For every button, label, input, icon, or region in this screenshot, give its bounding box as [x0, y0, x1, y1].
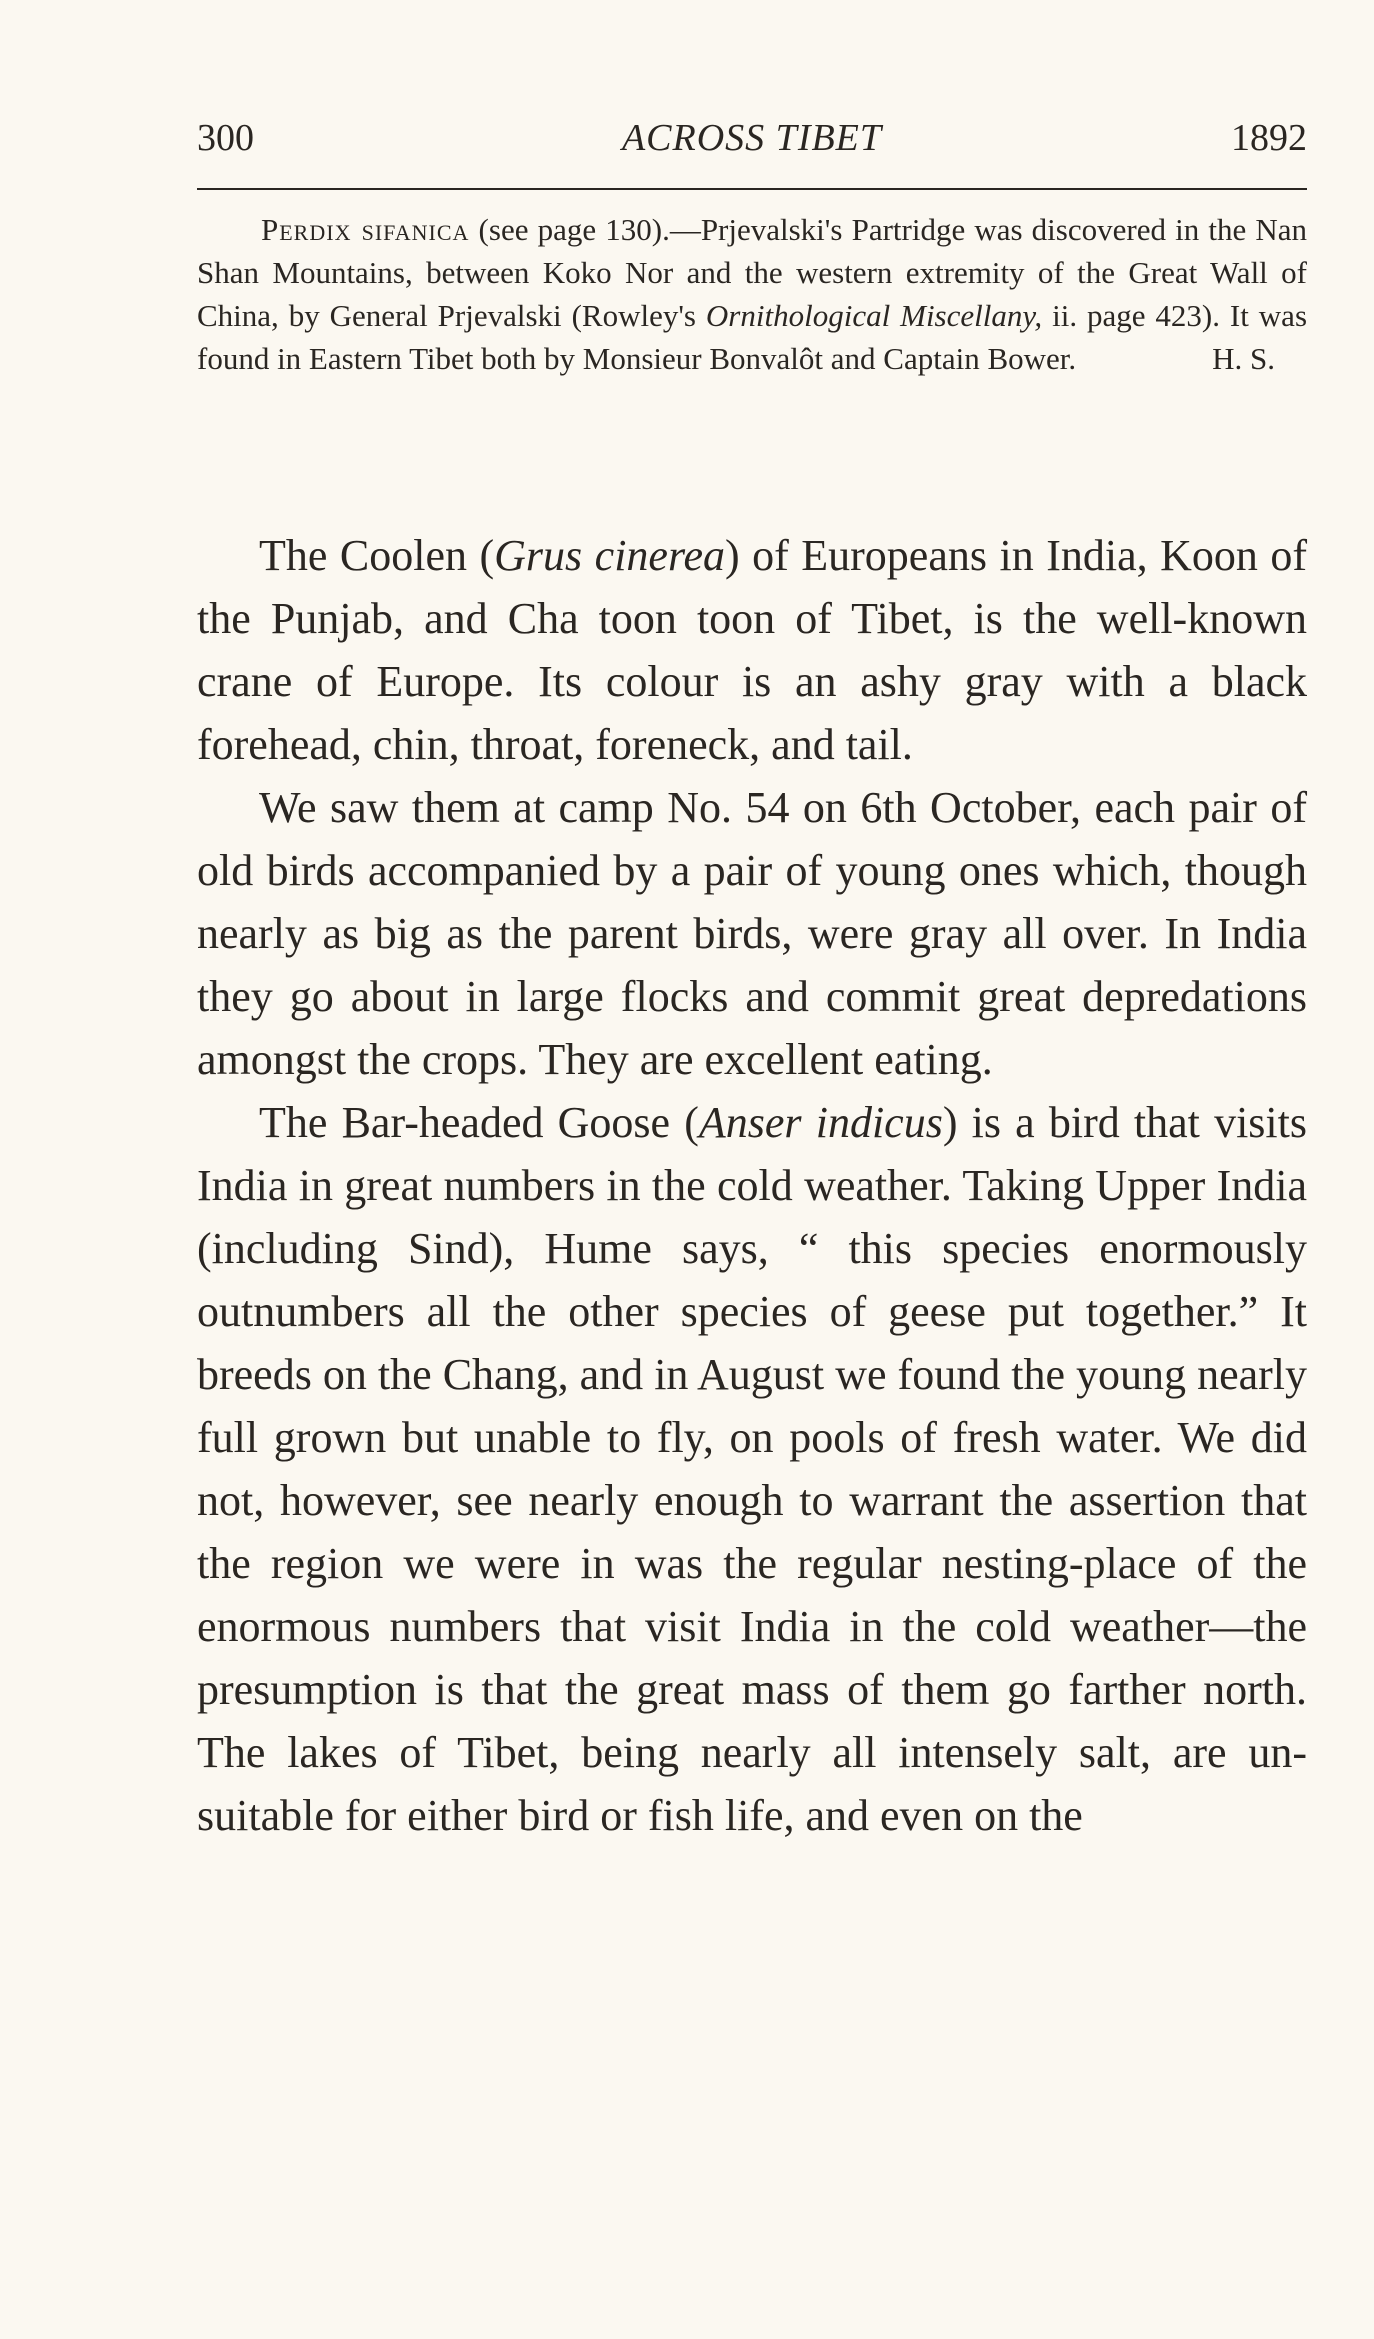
body-text	[197, 524, 1307, 1847]
paragraph-text: ) of Europeans in India, Koon of the Punjab, and Cha toon toon of Tibet, is the well-known crane of Europe. Its colour is an ashy gray with a black forehead, chin, throat, foreneck, and tail.	[197, 531, 1308, 769]
note-citation-title: Ornithological Miscellany,	[705, 298, 1043, 333]
note-species-name: Perdix sifanica	[261, 212, 470, 247]
species-name: Grus cinerea	[494, 531, 725, 580]
header-rule	[197, 188, 1307, 190]
paragraph-camp-sighting	[197, 776, 1307, 1091]
note-signature: H. S.	[1212, 341, 1275, 376]
running-header	[197, 112, 1307, 164]
paragraph-crane	[197, 524, 1307, 776]
paragraph-goose	[197, 1091, 1307, 1847]
paragraph-text: ) is a bird that visits India in great numbers in the cold weather. Taking Upper India (including Sind), Hume says, “ this species enormously outnumbers all the other species of geese put together.” It breeds on the Chang, and in August we found the young nearly full grown but unable to fly, on pools of fresh water. We did not, however, see nearly enough to warrant the assertion that the region we were in was the regular nesting-place of the enormous numbers that visit India in the cold weather—the presumption is that the great mass of them go farther north. The lakes of Tibet, being nearly all intensely salt, are un-suitable for either bird or fish life, and even on the	[197, 1098, 1307, 1840]
paragraph-text: The Coolen (	[259, 531, 495, 580]
header-year: 1892	[1231, 117, 1307, 159]
note-text-part-1: (see page 130).—Prjevalski's Partridge was discovered in the Nan Shan Mountains, between Koko Nor and the western extremity of the Great Wall of China, by General Prjevalski (Rowley's	[197, 212, 1307, 333]
note-text-part-2: ii. page 423). It was found in Eastern Tibet both by Monsieur Bonvalôt and Captain Bower.	[197, 298, 1308, 376]
paragraph-text: We saw them at camp No. 54 on 6th October, each pair of old birds accompanied by a pair of young ones which, though nearly as big as the parent birds, were gray all over. In India they go about in large flocks and commit great depredations amongst the crops. They are excellent eating.	[197, 783, 1307, 1084]
running-title: ACROSS TIBET	[621, 117, 883, 159]
editor-note	[197, 208, 1307, 380]
paragraph-text: The Bar-headed Goose (	[259, 1098, 699, 1147]
species-name: Anser indicus	[698, 1098, 943, 1147]
page-number: 300	[197, 117, 254, 159]
